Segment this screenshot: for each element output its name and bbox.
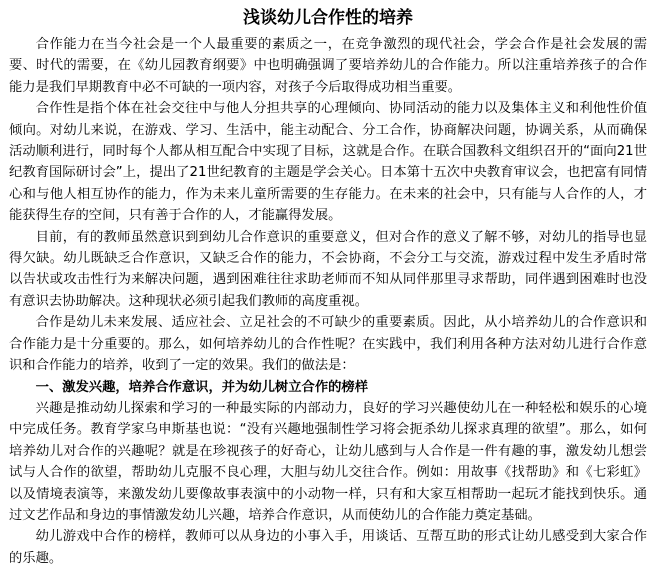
paragraph: 幼儿游戏中合作的榜样，教师可以从身边的小事入手，用谈话、互帮互助的形式让幼儿感受到大家合作的乐趣。 [9,529,647,566]
document-title: 浅谈幼儿合作性的培养 [243,8,413,28]
paragraph: 合作是幼儿未来发展、适应社会、立足社会的不可缺少的重要素质。因此，从小培养幼儿的合作意识和合作能力是十分重要的。那么，如何培养幼儿的合作性呢？在实践中，我们利用各种方法对幼儿进行合作意识和合作能力的培养，收到了一定的效果。我们的做法是： [9,315,647,374]
paragraph: 合作能力在当今社会是一个人最重要的素质之一，在竞争激烈的现代社会，学会合作是社会发展的需要、时代的需要，在《幼儿园教育纲要》中也明确强调了要培养幼儿的合作能力。所以注重培养孩子的合作能力是我们早期教育中必不可缺的一项内容，对孩子今后取得成功相当重要。 [9,37,647,95]
section-heading: 一、激发兴趣，培养合作意识，并为幼儿树立合作的榜样 [35,379,369,395]
paragraph: 目前，有的教师虽然意识到到幼儿合作意识的重要意义，但对合作的意义了解不够，对幼儿的指导也显得欠缺。幼儿既缺乏合作意识，又缺乏合作的能力，不会协商，不会分工与交流，游戏过程中发生矛盾时常以告状或攻击性行为来解决问题，遇到困难往往求助老师而不知从同伴那里寻求帮助，同伴遇到困难时也没有意识去协助解决。这种现状必须引起我们教师的高度重视。 [9,229,647,309]
paragraph: 合作性是指个体在社会交往中与他人分担共享的心理倾向、协同活动的能力以及集体主义和利他性价值倾向。对幼儿来说，在游戏、学习、生活中，能主动配合、分工合作，协商解决问题，协调关系，从而确保活动顺利进行，同时每个人都从相互配合中实现了目标，这就是合作。在联合国教科文组织召开的“面向21世纪教育国际研讨会”上，提出了21世纪教育的主题是学会关心。日本第十五次中央教育审议会，也把富有同情心和与他人相互协作的能力，作为未来儿童所需要的生存能力。在未来的社会中，只有能与人合作的人，才能获得生存的空间，只有善于合作的人，才能赢得发展。 [9,101,647,224]
paragraph: 兴趣是推动幼儿探索和学习的一种最实际的内部动力，良好的学习兴趣使幼儿在一种轻松和娱乐的心境中完成任务。教育学家乌申斯基也说：“没有兴趣地强制性学习将会扼杀幼儿探求真理的欲望”。那么，如何培养幼儿对合作的兴趣呢？就是在珍视孩子的好奇心，让幼儿感到与人合作是一件有趣的事，激发幼儿想尝试与人合作的欲望，帮助幼儿克服不良心理，大胆与幼儿交往合作。例如：用故事《找帮助》和《七彩虹》以及情境表演等，来激发幼儿要像故事表演中的小动物一样，只有和大家互相帮助一起玩才能找到快乐。通过文艺作品和身边的事情激发幼儿兴趣，培养合作意识，从而使幼儿的合作能力奠定基础。 [9,400,647,523]
